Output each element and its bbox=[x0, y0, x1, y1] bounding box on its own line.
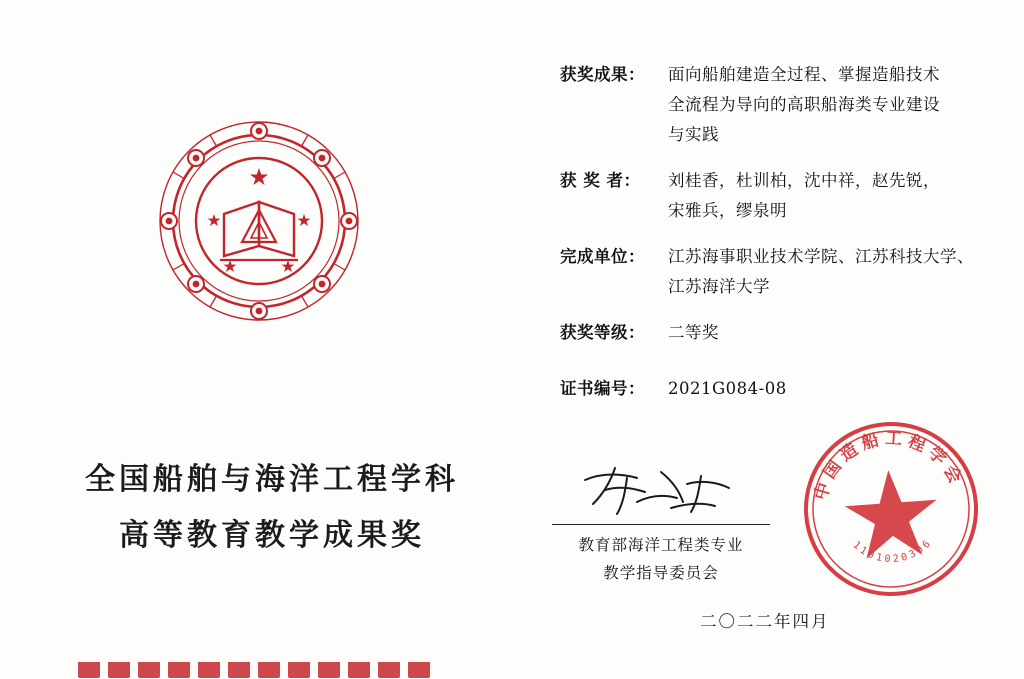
red-round-official-seal-icon bbox=[796, 414, 986, 604]
field-value-line: 二等奖 bbox=[668, 323, 719, 342]
signature-org-line-2: 教学指导委员会 bbox=[603, 564, 719, 582]
field-value-line: 全流程为导向的高职船海类专业建设 bbox=[668, 95, 940, 114]
field-value-award-achievement bbox=[668, 60, 1010, 150]
field-value-award-level bbox=[668, 318, 1010, 348]
field-label-award-achievement: 获奖成果： bbox=[560, 65, 645, 84]
certificate-title bbox=[42, 452, 502, 564]
field-value-line: 2021G084-08 bbox=[668, 379, 787, 398]
field-awardees bbox=[560, 166, 1010, 226]
signature-block bbox=[545, 462, 777, 587]
certificate-title-line-1: 全国船舶与海洋工程学科 bbox=[85, 462, 459, 497]
field-value-line: 江苏海洋大学 bbox=[668, 277, 770, 296]
field-list bbox=[560, 60, 1010, 420]
field-label-award-level: 获奖等级： bbox=[560, 323, 645, 342]
open-book-star-laurel-icon bbox=[148, 110, 370, 332]
field-value-awardees bbox=[668, 166, 1010, 226]
handwritten-signature-icon bbox=[575, 462, 745, 522]
issue-date: 二〇二二年四月 bbox=[700, 612, 830, 631]
field-label-certificate-number: 证书编号： bbox=[560, 379, 645, 398]
signature-org-line-1: 教育部海洋工程类专业 bbox=[578, 536, 744, 554]
svg-text:中国造船工程学会: 中国造船工程学会 bbox=[811, 428, 968, 503]
field-certificate-number bbox=[560, 374, 1010, 404]
field-award-level bbox=[560, 318, 1010, 348]
field-label-awardees: 获 奖 者： bbox=[560, 171, 641, 190]
field-value-certificate-number bbox=[668, 374, 1010, 404]
official-seal bbox=[796, 414, 986, 604]
emblem bbox=[148, 110, 370, 332]
field-value-line: 面向船舶建造全过程、掌握造船技术 bbox=[668, 65, 940, 84]
field-value-line: 宋雅兵，缪泉明 bbox=[668, 201, 787, 220]
handwritten-signature bbox=[545, 462, 777, 524]
field-value-institutions bbox=[668, 242, 1010, 302]
field-award-achievement bbox=[560, 60, 1010, 150]
certificate-title-line-2: 高等教育教学成果奖 bbox=[119, 518, 425, 553]
field-value-line: 江苏海事职业技术学院、江苏科技大学、 bbox=[668, 247, 974, 266]
bottom-cutoff-text bbox=[0, 662, 1024, 679]
field-label-institutions: 完成单位： bbox=[560, 247, 645, 266]
signature-rule bbox=[552, 524, 770, 525]
field-value-line: 刘桂香，杜训柏，沈中祥，赵先锐， bbox=[668, 171, 940, 190]
field-value-line: 与实践 bbox=[668, 125, 719, 144]
field-institutions bbox=[560, 242, 1010, 302]
svg-text:1101020306: 1101020306 bbox=[850, 536, 935, 566]
